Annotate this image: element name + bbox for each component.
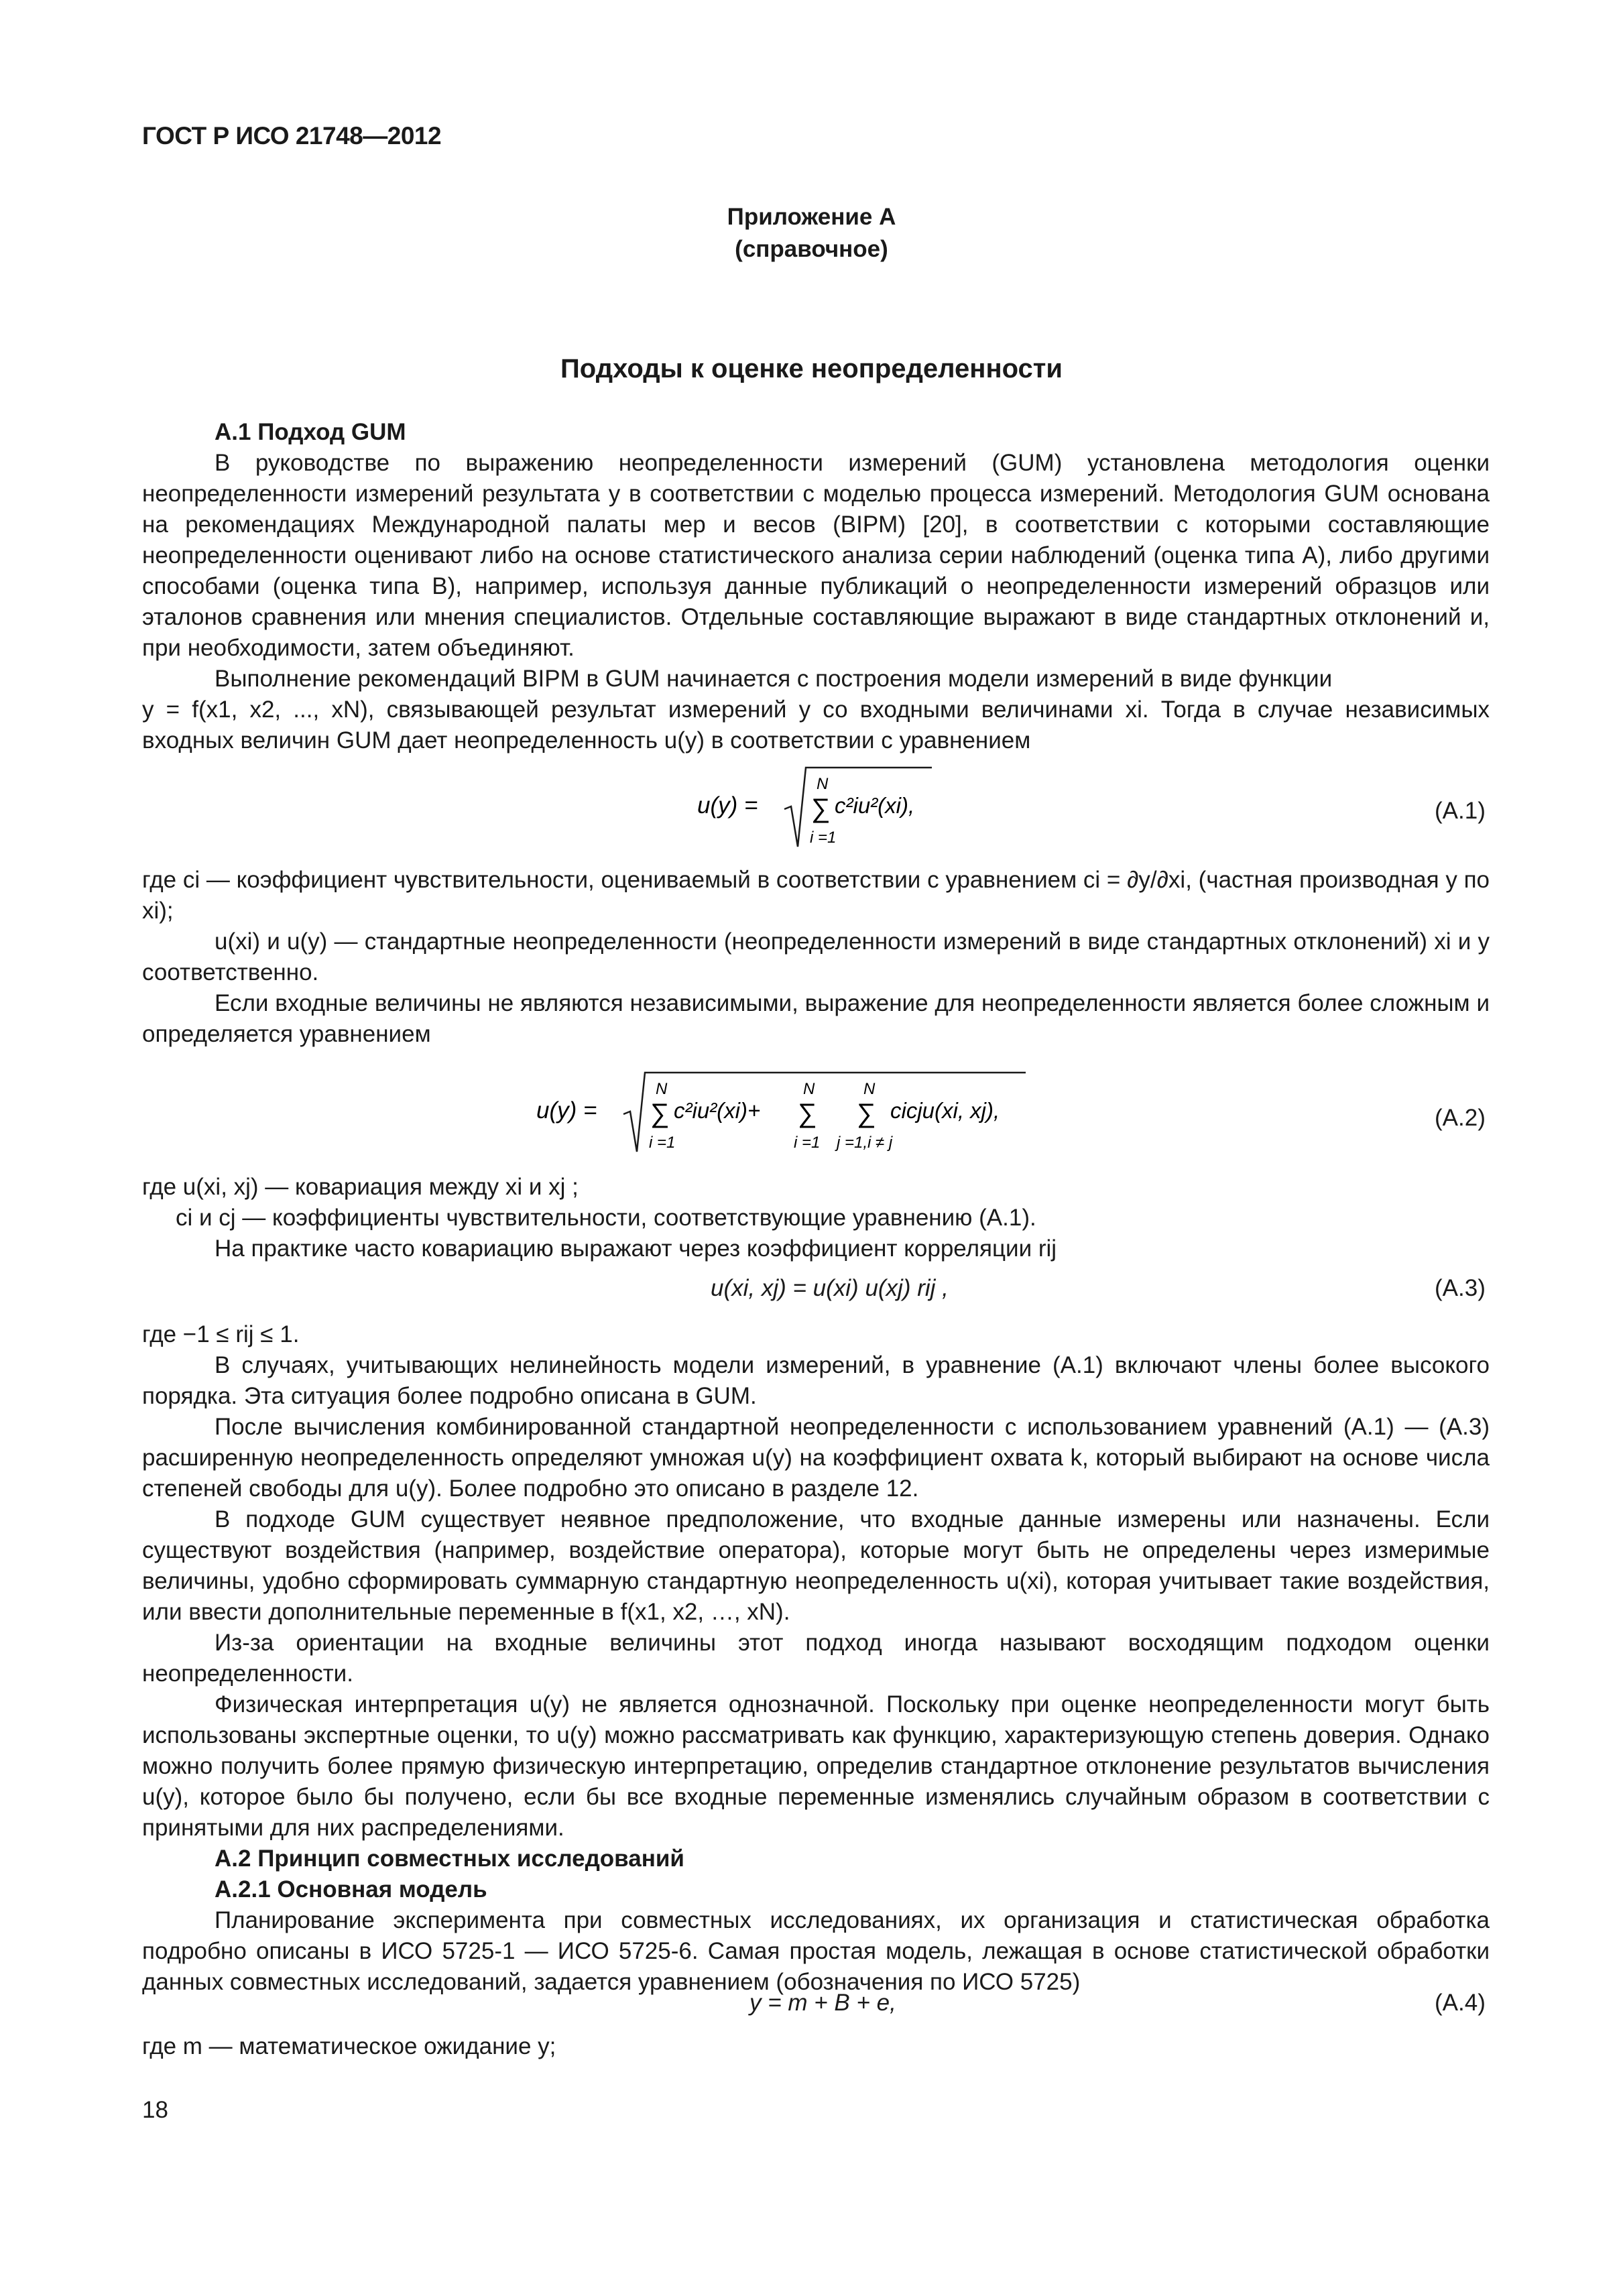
where-1b: u(xi) и u(y) — стандартные неопределенности (неопределенности измерений в виде стандартных отклонений) xi и y соответственно. — [142, 928, 1490, 985]
eq2-sum3-top: N — [863, 1080, 876, 1098]
section-a1-cov — [142, 1172, 1490, 1264]
paragraph-a21-1: Планирование эксперимента при совместных исследованиях, их организация и статистическая обработка подробно описаны в ИСО 5725-1 — ИСО 5725-6. Самая простая модель, лежащая в основе статистической обработки данных совместных исследований, задается уравнением (обозначения по ИСО 5725) — [142, 1907, 1490, 1995]
section-a21-defs — [142, 2031, 1490, 2062]
section-a1 — [142, 417, 1490, 756]
equation-a2-graphic — [536, 1066, 1059, 1160]
eq1-number: (A.1) — [1435, 798, 1486, 824]
eq3-number: (A.3) — [1435, 1275, 1486, 1301]
eq2-sum2-bot: i =1 — [794, 1134, 821, 1152]
page-title: Подходы к оценке неопределенности — [560, 354, 1063, 383]
paragraph-a1-9: Физическая интерпретация u(y) не является однозначной. Поскольку при оценке неопределенности могут быть использованы экспертные оценки, то u(y) можно рассматривать как функцию, характеризующую степень доверия. Однако можно получить более прямую физическую интерпретацию, определив стандартное отклонение результатов вычисления u(y), которое было бы получено, если бы все входные переменные изменялись случайным образом в соответствии с принятыми для них распределениями. — [142, 1691, 1490, 1841]
paragraph-a1-6: После вычисления комбинированной стандартной неопределенности с использованием уравнений (А.1) — (А.3) расширенную неопределенность определяют умножая u(y) на коэффициент охвата k, который выбирают на основе числа степеней свободы для u(y). Более подробно это описано в разделе 12. — [142, 1414, 1490, 1502]
paragraph-a1-5: В случаях, учитывающих нелинейность модели измерений, в уравнение (А.1) включают члены более высокого порядка. Эта ситуация более подробно описана в GUM. — [142, 1352, 1490, 1409]
eq2-number: (A.2) — [1435, 1105, 1486, 1131]
eq2-sigma3: ∑ — [857, 1099, 876, 1128]
eq2-body1: c²iu²(xi)+ — [674, 1098, 761, 1123]
paragraph-a1-2a: Выполнение рекомендаций BIPM в GUM начинается с построения модели измерений в виде функции — [215, 666, 1333, 692]
where-4: где m — математическое ожидание y; — [142, 2033, 556, 2059]
appendix-line1: Приложение А — [727, 204, 896, 230]
appendix-line2: (справочное) — [735, 236, 888, 262]
paragraph-a1-7: В подходе GUM существует неявное предположение, что входные данные измерены или назначены. Если существуют воздействия (например, воздействие оператора), которые могут быть не определены через измеримые величины, удобно сформировать суммарную стандартную неопределенность u(xi), которая учитывает такие воздействия, или ввести дополнительные переменные в f(x1, x2, …, xN). — [142, 1506, 1490, 1625]
where-2b: ci и cj — коэффициенты чувствительности, соответствующие уравнению (А.1). — [176, 1205, 1036, 1231]
section-a1-rest — [142, 1319, 1490, 1998]
eq2-sum3-bot: j =1,i ≠ j — [837, 1134, 893, 1152]
equation-a4: y = m + B + e, — [749, 1990, 896, 2016]
eq2-body2: cicju(xi, xj), — [890, 1098, 1000, 1123]
eq1-lhs: u(y) = — [697, 792, 758, 819]
eq1-sigma: ∑ — [811, 794, 831, 823]
eq2-sum1-top: N — [656, 1080, 668, 1098]
heading-a2: А.2 Принцип совместных исследований — [215, 1846, 684, 1872]
section-a1-defs — [142, 865, 1490, 1050]
eq2-sigma2: ∑ — [798, 1099, 817, 1128]
where-3: где −1 ≤ rij ≤ 1. — [142, 1321, 300, 1347]
equation-a3: u(xi, xj) = u(xi) u(xj) rij , — [711, 1275, 949, 1301]
eq4-number: (A.4) — [1435, 1990, 1486, 2016]
eq2-sigma1: ∑ — [650, 1099, 670, 1128]
paragraph-a1-8: Из-за ориентации на входные величины этот подход иногда называют восходящим подходом оценки неопределенности. — [142, 1630, 1490, 1687]
eq1-sum-bot: i =1 — [810, 829, 837, 847]
where-2: где u(xi, xj) — ковариация между xi и xj ; — [142, 1174, 579, 1200]
paragraph-a1-2b: y = f(x1, x2, ..., xN), связывающей результат измерений y со входными величинами xi. Тогда в случае независимых входных величин GUM дает неопределенность u(y) в соответствии с уравнением — [142, 697, 1490, 753]
eq2-sum1-bot: i =1 — [649, 1134, 676, 1152]
paragraph-a1-1: В руководстве по выражению неопределенности измерений (GUM) установлена методология оценки неопределенности измерений результата y в соответствии с моделью процесса измерений. Методология GUM основана на рекомендациях Международной палаты мер и весов (BIPM) [20], в соответствии с которыми составляющие неопределенности оценивают либо на основе статистического анализа серии наблюдений (оценка типа А), либо другими способами (оценка типа В), например, используя данные публикаций о неопределенности измерений образцов или эталонов сравнения или мнения специалистов. Отдельные составляющие выражают в виде стандартных отклонений и, при необходимости, затем объединяют. — [142, 450, 1490, 661]
page-number: 18 — [142, 2097, 168, 2123]
eq1-sum-top: N — [817, 775, 829, 793]
paragraph-a1-3: Если входные величины не являются независимыми, выражение для неопределенности является более сложным и определяется уравнением — [142, 990, 1490, 1047]
heading-a1: А.1 Подход GUM — [215, 419, 406, 445]
eq2-sum2-top: N — [803, 1080, 815, 1098]
equation-a1 — [697, 761, 952, 858]
standard-header: ГОСТ Р ИСО 21748—2012 — [142, 122, 442, 149]
equation-a2 — [536, 1066, 1059, 1163]
heading-a21: А.2.1 Основная модель — [215, 1876, 487, 1902]
where-1: где ci — коэффициент чувствительности, оцениваемый в соответствии с уравнением ci = ∂y/∂xi, (частная производная y по xi); — [142, 867, 1490, 924]
appendix-label — [0, 201, 1623, 265]
eq2-lhs: u(y) = — [536, 1097, 597, 1124]
paragraph-a1-4: На практике часто ковариацию выражают через коэффициент корреляции rij — [215, 1235, 1057, 1262]
eq1-body: c²iu²(xi), — [835, 793, 915, 818]
equation-a1-graphic — [697, 761, 952, 855]
